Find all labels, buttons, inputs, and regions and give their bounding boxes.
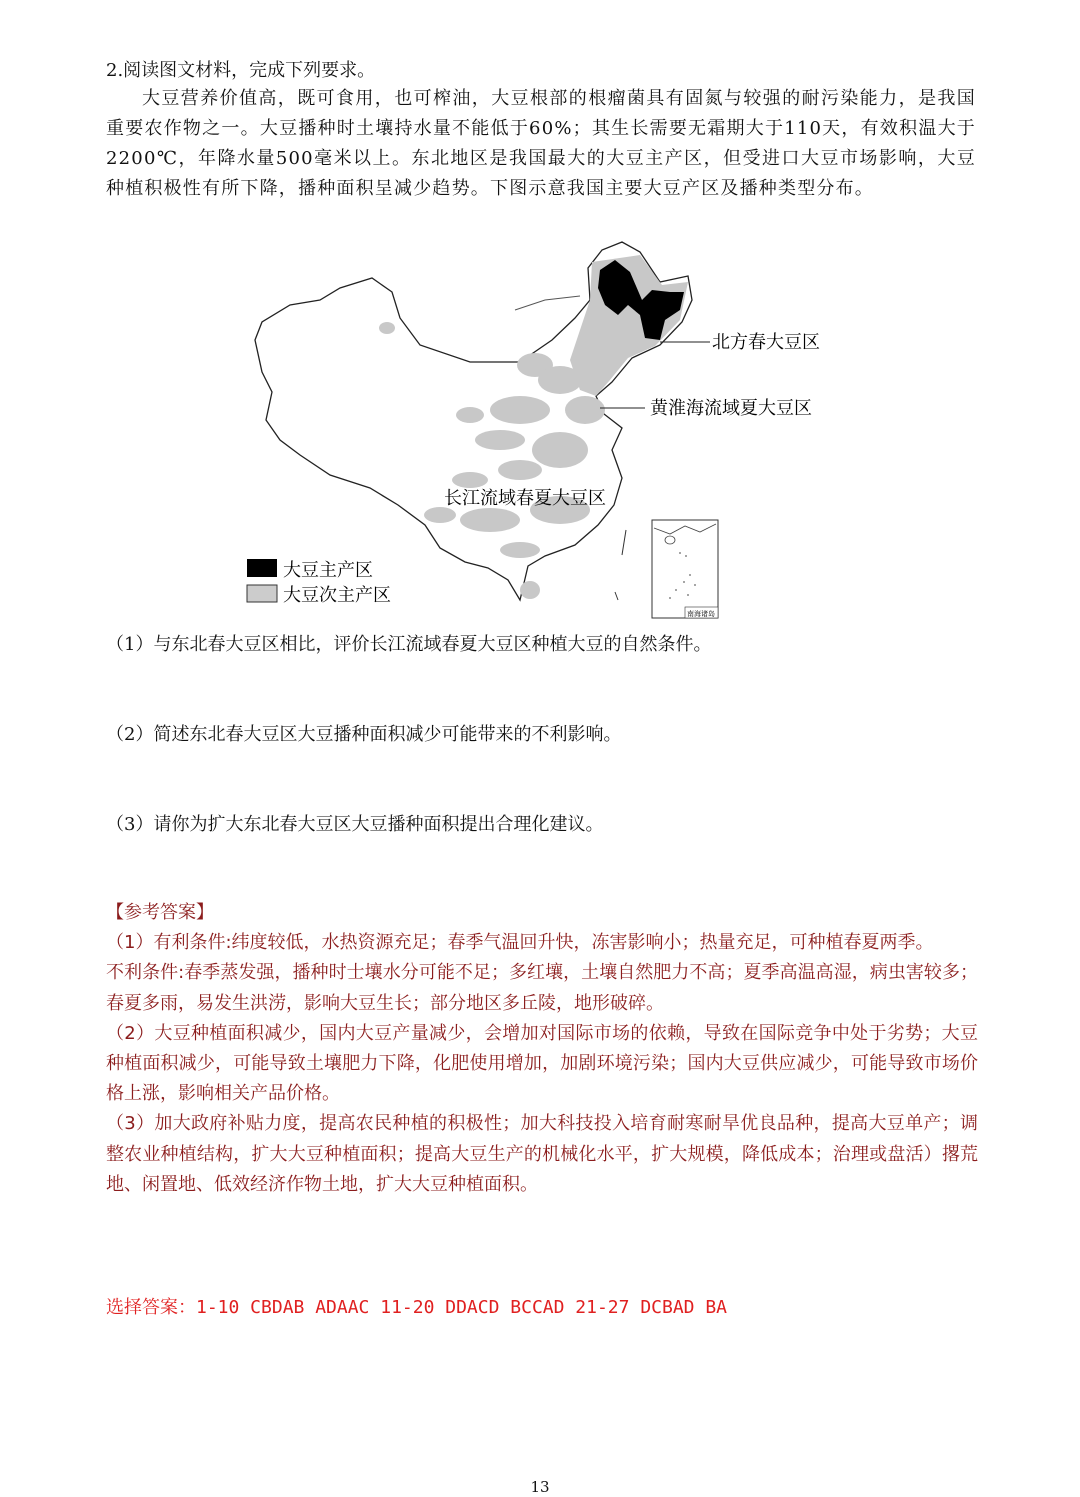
- china-soybean-map: [240, 236, 860, 626]
- answer-3: （3）加大政府补贴力度，提高农民种植的积极性；加大科技投入培育耐寒耐旱优良品种，提高大豆单产；调整农业种植结构，扩大大豆种植面积；提高大豆生产的机械化水平，扩大规模，降低成本；治理或盘活）撂荒地、闲置地、低效经济作物土地，扩大大豆种植面积。: [106, 1113, 978, 1195]
- legend-main-swatch: [247, 559, 277, 577]
- page-number: 13: [530, 1478, 550, 1496]
- reference-answers: [106, 898, 978, 1200]
- question-title: 2.阅读图文材料，完成下列要求。: [106, 60, 376, 81]
- label-huanghuaihai-summer: 黄淮海流域夏大豆区: [650, 398, 812, 419]
- label-north-spring: 北方春大豆区: [712, 332, 820, 353]
- south-china-sea-inset: [615, 520, 718, 618]
- selection-label: 选择答案：: [106, 1297, 196, 1318]
- legend-main-label: 大豆主产区: [283, 560, 373, 581]
- label-yangtze-spring-summer: 长江流域春夏大豆区: [444, 488, 606, 509]
- sub-question-1: （1）与东北春大豆区相比，评价长江流域春夏大豆区种植大豆的自然条件。: [106, 634, 712, 655]
- answer-1-favorable: （1）有利条件:纬度较低，水热资源充足；春季气温回升快，冻害影响小；热量充足，可种植春夏两季。: [106, 932, 934, 954]
- answers-heading: 【参考答案】: [106, 902, 214, 923]
- answer-1-unfavorable: 不利条件:春季蒸发强，播种时士壤水分可能不足；多红壤，土壤自然肥力不高；夏季高温高湿，病虫害较多；春夏多雨，易发生洪涝，影响大豆生长；部分地区多丘陵，地形破碎。: [106, 962, 978, 1014]
- selection-answers: [106, 1293, 727, 1319]
- inset-label: 南海诸岛: [687, 610, 715, 618]
- sub-question-2: （2）简述东北春大豆区大豆播种面积减少可能带来的不利影响。: [106, 724, 622, 745]
- sub-question-3: （3）请你为扩大东北春大豆区大豆播种面积提出合理化建议。: [106, 814, 604, 835]
- legend-secondary-swatch: [247, 585, 277, 602]
- selection-value: 1-10 CBDAB ADAAC 11-20 DDACD BCCAD 21-27 DCBAD BA: [196, 1297, 728, 1318]
- question-paragraph: 大豆营养价值高，既可食用，也可榨油，大豆根部的根瘤菌具有固氮与较强的耐污染能力，是我国重要农作物之一。大豆播种时土壤持水量不能低于60%；其生长需要无霜期大于110天，有效积温大于2200℃，年降水量500毫米以上。东北地区是我国最大的大豆主产区，但受进口大豆市场影响，大豆种植积极性有所下降，播种面积呈减少趋势。下图示意我国主要大豆产区及播种类型分布。: [106, 88, 976, 199]
- legend-secondary-label: 大豆次主产区: [283, 585, 391, 606]
- answer-2: （2）大豆种植面积减少，国内大豆产量减少，会增加对国际市场的依赖，导致在国际竞争中处于劣势；大豆种植面积减少，可能导致土壤肥力下降，化肥使用增加，加剧环境污染；国内大豆供应减少，可能导致市场价格上涨，影响相关产品价格。: [106, 1022, 978, 1105]
